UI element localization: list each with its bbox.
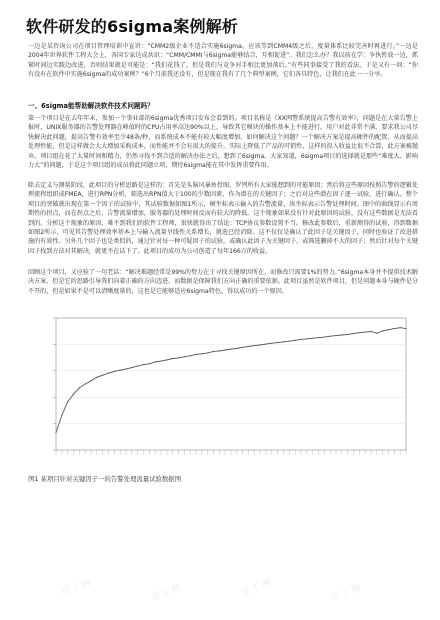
data-point bbox=[405, 328, 406, 329]
data-point bbox=[201, 353, 202, 354]
data-point bbox=[359, 332, 360, 333]
data-point bbox=[312, 338, 313, 339]
data-point bbox=[242, 347, 243, 348]
body-paragraph-2: 除去定义与测量阶段，此项目的分析思路是这样的：首先是头脑风暴鱼骨图，罗列所有大家能想到的可能原因；然后将这些原因按照告警的逻辑处理流程组织成FMEA，进行RPN分析，筛选出RPN值大于100的少数因素，作为潜在的关键因子；之后对这些潜在因子逐一试验，进行确认。整个项目的突破就出现在第一个因子的试验中，其试验数据如图1所示，横坐标表示输入的告警流量，纵坐标表示告警处理时间。图中的曲线显示有周期性的拐点，而在拐点之后，告警流量增加，服务器的处理时间反而有较大的降低。这个现象如果没有针对此原因的试验，没有这些数据是无法看到的。分析这个现象的原因，难不到我们的软件工程师，很快就得出了结论：TCP协议参数设置不当。修改此参数后，重新测得的试验，得到数据如图2所示，可见其告警处理效率基本上与输入流量呈线性关系增长，挑选已经消除。这不仅仅是确认了此因子是关键因子，同时也验证了改进措施的有效性。另外几个因子也是类似的，通过针对每一种可疑因子的试验，或确认此因子为关键因子，或筛选删掉不大的因子；然后针对每个关键因子找到方法对其解决，就更不在话下了。此项目的成功为公司创造了每年166万的收益。 bbox=[28, 182, 418, 255]
data-point bbox=[137, 366, 138, 367]
data-point bbox=[230, 348, 231, 349]
data-point bbox=[125, 368, 126, 369]
data-point bbox=[376, 333, 377, 334]
data-point bbox=[353, 333, 354, 334]
data-point bbox=[73, 394, 74, 395]
data-point bbox=[85, 383, 86, 384]
page-title: 软件研发的6sigma案例解析 bbox=[26, 17, 239, 36]
data-point bbox=[102, 375, 103, 376]
plot-frame bbox=[56, 318, 406, 450]
data-point bbox=[190, 355, 191, 356]
data-point bbox=[61, 415, 62, 416]
data-point bbox=[265, 344, 266, 345]
data-point bbox=[178, 357, 179, 358]
figure-1-chart bbox=[30, 312, 420, 470]
data-point bbox=[295, 340, 296, 341]
data-point bbox=[236, 348, 237, 349]
data-point bbox=[318, 337, 319, 338]
data-point bbox=[330, 336, 331, 337]
data-point bbox=[172, 358, 173, 359]
data-point bbox=[271, 343, 272, 344]
data-point bbox=[370, 331, 371, 332]
data-point bbox=[108, 373, 109, 374]
data-point bbox=[166, 359, 167, 360]
data-point bbox=[400, 327, 401, 328]
data-point bbox=[341, 334, 342, 335]
watermark-text: 豆丁网 bbox=[149, 582, 185, 604]
data-point bbox=[114, 371, 115, 372]
data-point bbox=[155, 361, 156, 362]
data-point bbox=[55, 432, 56, 433]
body-paragraph-3: 回顾这个项目，又应验了一句老话：“解决难题经常是99%的努力在于寻找关键原因所在，而修改只需要1%的努力。”6sigma本身并不提供技术解决方案，但是它的思路引导我们向着正确的方向迈进，而数据是保障我们方向正确的重要依据。此项目虽然是软件项目，但是问题本身与硬件是分不开的，但是如果不是可以清晰度量的，这也是它能够适应6sigma特色，得以成功的一个原因。 bbox=[28, 269, 419, 295]
data-point bbox=[289, 341, 290, 342]
data-point bbox=[79, 387, 80, 388]
data-point bbox=[260, 344, 261, 345]
data-point bbox=[277, 342, 278, 343]
data-point bbox=[225, 349, 226, 350]
data-point bbox=[131, 367, 132, 368]
data-point bbox=[324, 336, 325, 337]
data-point bbox=[248, 346, 249, 347]
data-point bbox=[382, 330, 383, 331]
body-paragraph-1: 第一个项目是在去年年末，参加一个事业部的6sigma优秀项目发布会看到的。项目名称是《XX网警系统提高告警有效率》，问题是在大量告警上报时，UNIX服务器的告警处理器在峰值时的CPU占用率高达90%以上，导致其它模块的操作基本上不能进行。用户对此非常不满，要求我公司尽快解决此问题，提高告警有效率至少48条/秒，而系统成本不能有较大幅度增加。如何解决这个问题？一个解决方案是提高硬件的配置，从而提高处理性能，但是这样做会大大增加采购成本，而性能并不会有很大的提升，实际上降低了产品的可销性，这样的投入收益比很不合算，此方案被抛弃。项目组在花了大量时间和精力，仍然寻找不到合适的解决办法之后，想到了6sigma。大家知道，6sigma项目的选择就是那些“难度大、影响力大”的问题，于是这个项目组的成员将此问题立项，期待6sigma能在其中发挥重要作用。 bbox=[28, 115, 418, 170]
data-point bbox=[184, 356, 185, 357]
data-point bbox=[365, 331, 366, 332]
data-point bbox=[213, 351, 214, 352]
data-point bbox=[149, 363, 150, 364]
data-point bbox=[160, 361, 161, 362]
data-point bbox=[254, 345, 255, 346]
intro-paragraph: 一边是某咨询公司在项目管理培训中宣讲：“CMM2级企业不适合实施6sigma，应该等到CMM4级之后，度量体系比较完善时再进行。”一边是2004年世界软件工程大会上，各国专家达成共识：“CMM/CMMI与6sigma能够结合，互相促进”。我们怎么办？我以前在学：争执暂放一边，抓紧时间边实践边改进，否则结果就是可能是：“我们花钱了，但是我们与竞争对手相比更加落后。”有些同事接受了我的看法，于是又有一问：“你有没有在软件中实施6sigma的成功案例？”6个月前我还没有，但是现在我有了几个典型案例，它们各具特色，让我们在此一一分享。 bbox=[28, 43, 418, 79]
data-point bbox=[207, 352, 208, 353]
data-point bbox=[394, 328, 395, 329]
section-heading: 一、6sigma能帮助解决软件技术问题吗？ bbox=[28, 102, 154, 110]
data-point bbox=[347, 334, 348, 335]
data-point bbox=[67, 401, 68, 402]
data-point bbox=[96, 377, 97, 378]
watermark-text: 豆丁网 bbox=[239, 577, 275, 599]
data-point bbox=[300, 339, 301, 340]
data-point bbox=[283, 341, 284, 342]
data-point bbox=[219, 350, 220, 351]
figure-caption: 图1 某项目针对关键因子一的告警处理流量试验数据图 bbox=[28, 475, 182, 483]
data-point bbox=[388, 329, 389, 330]
data-point bbox=[335, 335, 336, 336]
data-point bbox=[143, 364, 144, 365]
data-point bbox=[306, 338, 307, 339]
data-point bbox=[195, 354, 196, 355]
watermark-text: 豆丁网 bbox=[59, 577, 95, 599]
data-point bbox=[90, 380, 91, 381]
data-point bbox=[120, 370, 121, 371]
watermark-text: 豆丁网 bbox=[329, 582, 365, 604]
